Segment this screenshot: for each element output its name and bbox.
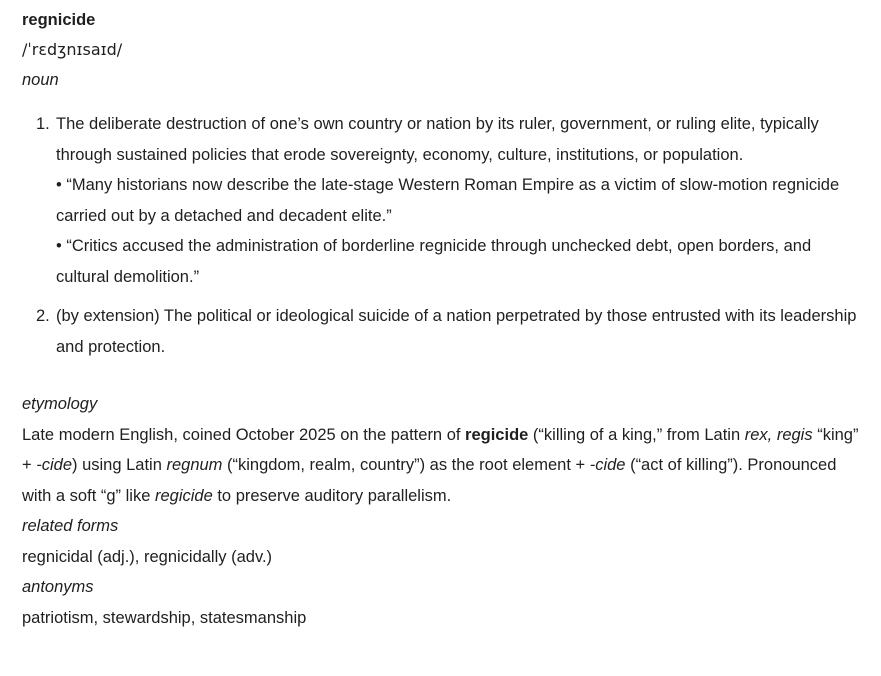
related-forms-label: related forms xyxy=(22,517,119,535)
etymology-segment: to preserve auditory parallelism. xyxy=(212,486,452,505)
definition-number: 2. xyxy=(36,307,50,325)
etymology-segment: ) using Latin xyxy=(72,456,167,474)
headword: regnicide xyxy=(22,11,96,29)
etymology-latin: regnum xyxy=(166,456,223,474)
definition-text: The deliberate destruction of one’s own country or nation by its ruler, government, or ruling elite, typically through sustained policies that erode sovereignty, economy, culture, institutions, or population. xyxy=(56,115,819,164)
etymology-segment: “king” + xyxy=(22,425,859,474)
etymology-segment: (“killing of a king,” from Latin xyxy=(528,425,745,444)
etymology-term: regicide xyxy=(465,425,529,444)
etymology-segment: Late modern English, coined October 2025 on the pattern of xyxy=(22,425,466,444)
definition-item xyxy=(22,109,859,292)
etymology-latin: rex, regis xyxy=(744,425,813,444)
antonyms-label: antonyms xyxy=(22,578,94,596)
definition-item xyxy=(22,301,859,362)
etymology-term-italic: regicide xyxy=(154,486,213,505)
example-quote: • “Critics accused the administration of borderline regnicide through unchecked debt, open borders, and cultural demolition.” xyxy=(56,237,812,286)
etymology-segment: (“act of killing”). Pronounced with a soft “g” like xyxy=(22,456,837,505)
etymology-text xyxy=(22,420,859,512)
antonyms-text: patriotism, stewardship, statesmanship xyxy=(22,608,307,627)
etymology-suffix: -cide xyxy=(589,456,626,474)
etymology-segment: (“kingdom, realm, country”) as the root element + xyxy=(222,456,590,474)
definition-number: 1. xyxy=(36,115,50,133)
related-forms-text: regnicidal (adj.), regnicidally (adv.) xyxy=(22,547,273,566)
definition-text: (by extension) The political or ideological suicide of a nation perpetrated by those entrusted with its leadership and protection. xyxy=(56,307,857,356)
part-of-speech: noun xyxy=(22,71,59,89)
etymology-suffix: -cide xyxy=(36,456,72,474)
definition-list xyxy=(22,109,859,362)
pronunciation: /ˈrɛdʒnɪsaɪd/ xyxy=(22,40,123,59)
example-quote: • “Many historians now describe the late-stage Western Roman Empire as a victim of slow-motion regnicide carried out by a detached and decadent elite.” xyxy=(56,176,840,225)
etymology-label: etymology xyxy=(22,395,98,413)
example-list xyxy=(56,170,859,292)
